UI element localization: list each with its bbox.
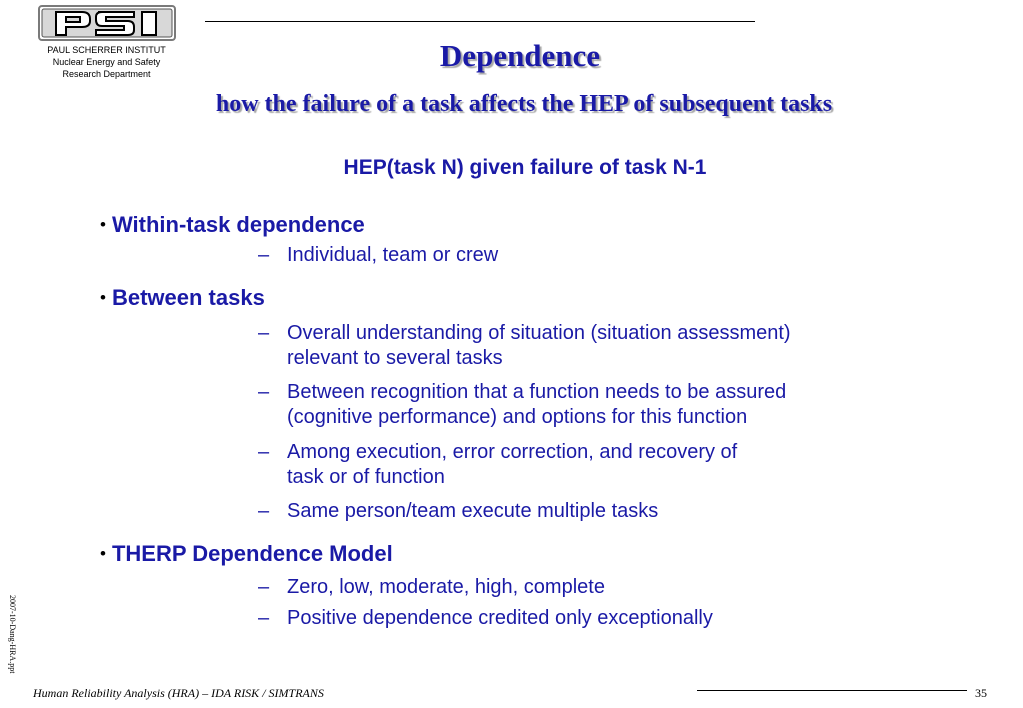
footer-rule xyxy=(697,690,967,691)
footer-text: Human Reliability Analysis (HRA) – IDA RISK / SIMTRANS xyxy=(33,686,324,700)
bullet-within-task xyxy=(100,212,365,238)
bullet-label: Within-task dependence xyxy=(111,212,365,237)
slide-title: Dependence xyxy=(439,38,601,73)
lead-text: HEP(task N) given failure of task N-1 xyxy=(343,156,707,179)
bullet-glyph: • xyxy=(100,215,106,234)
file-id: 2007-10-Dang-HRA.ppt xyxy=(8,595,17,674)
header-rule xyxy=(205,21,755,22)
division-name: Nuclear Energy and Safety xyxy=(52,57,161,67)
bullet-glyph: • xyxy=(100,544,106,563)
page-number: 35 xyxy=(975,686,987,700)
department-name: Research Department xyxy=(62,69,151,79)
bullet-therp-model xyxy=(100,541,393,567)
institute-name: PAUL SCHERRER INSTITUT xyxy=(47,45,166,55)
bullet-label: Between tasks xyxy=(111,285,265,310)
bullet-glyph: • xyxy=(100,288,106,307)
psi-logo xyxy=(38,5,176,41)
bullet-label: THERP Dependence Model xyxy=(111,541,393,566)
slide-subtitle: how the failure of a task affects the HEP of subsequent tasks xyxy=(215,91,833,117)
bullet-between-tasks xyxy=(100,285,265,311)
